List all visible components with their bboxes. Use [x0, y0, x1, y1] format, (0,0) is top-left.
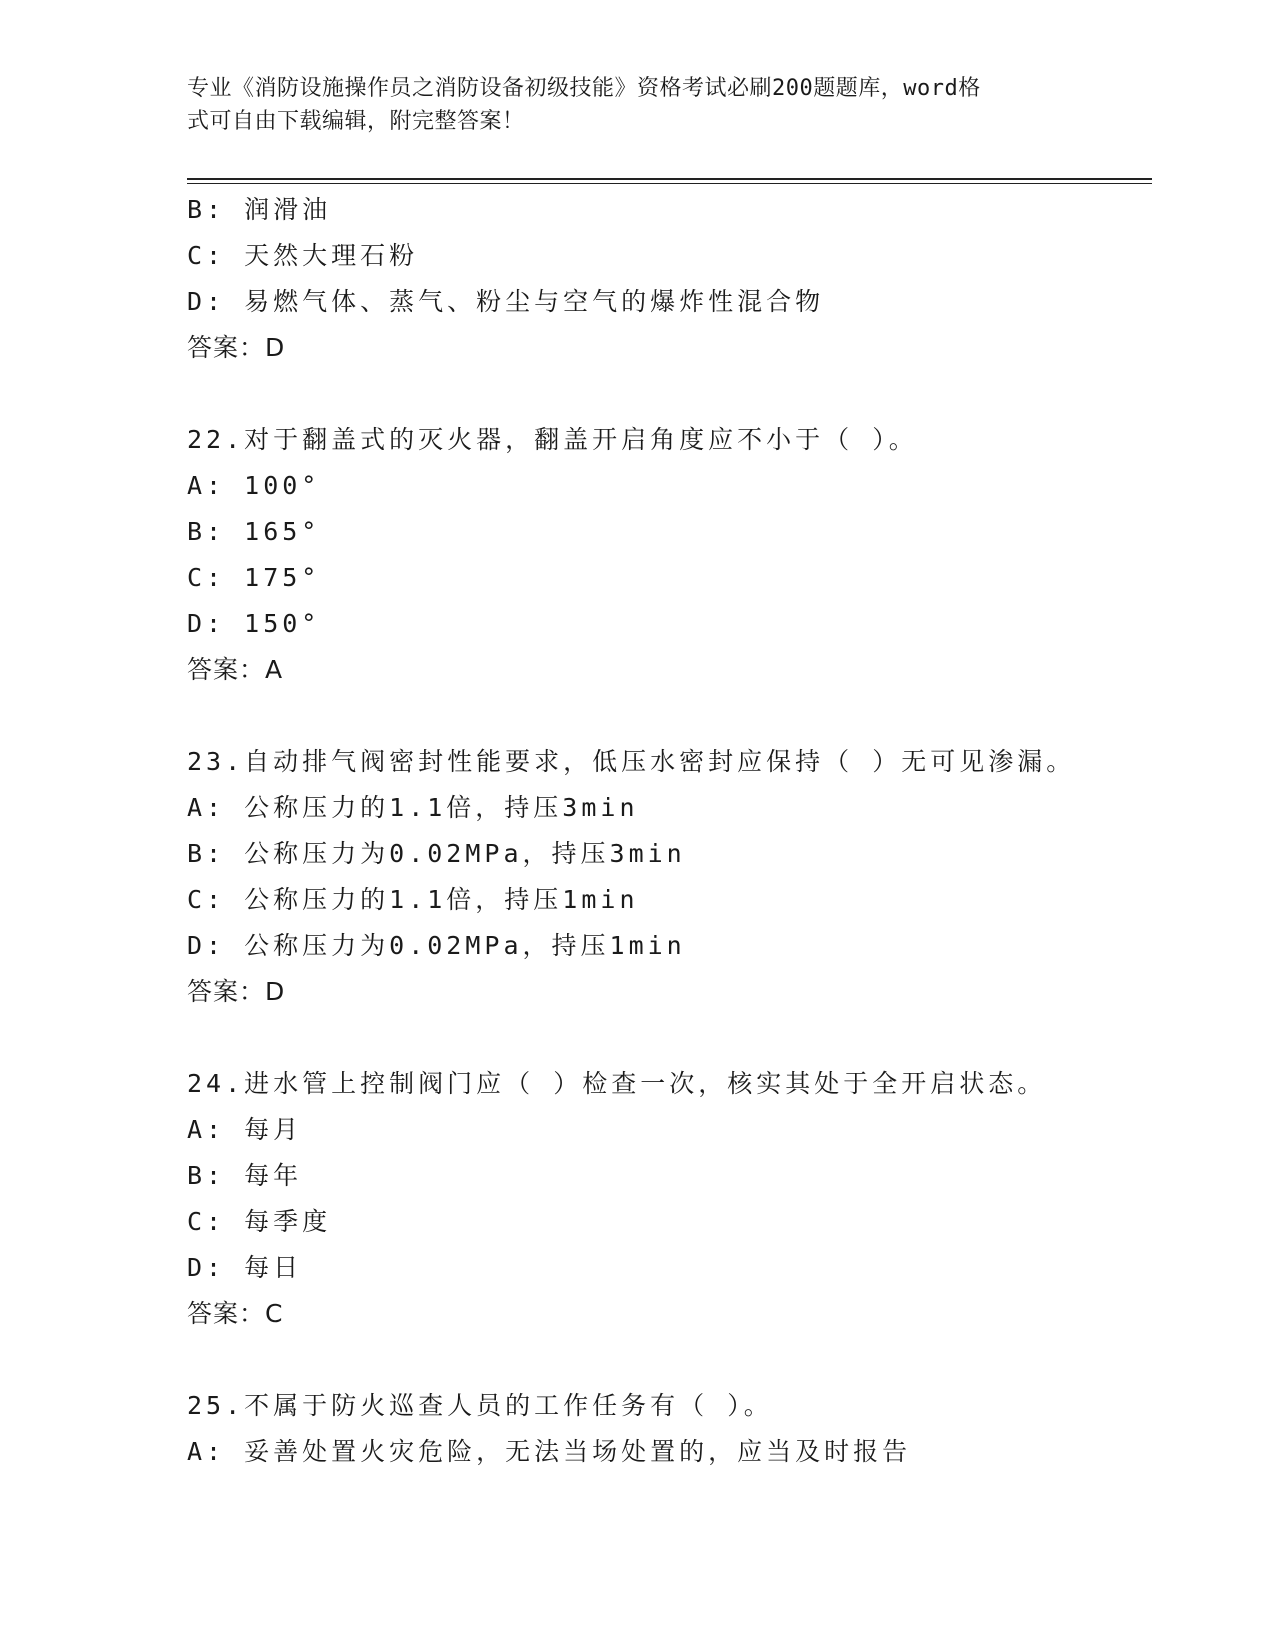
option-d: D: 150°	[187, 609, 321, 638]
option-d: D: 易燃气体、蒸气、粉尘与空气的爆炸性混合物	[187, 287, 825, 316]
question-text: 22.对于翻盖式的灭火器，翻盖开启角度应不小于（ ）。	[187, 425, 918, 454]
option-b: B: 165°	[187, 517, 321, 546]
header-line-1: 专业《消防设施操作员之消防设备初级技能》资格考试必刷200题题库，word格	[187, 76, 981, 101]
answer: 答案：D	[187, 333, 286, 362]
answer: 答案：A	[187, 655, 284, 684]
option-b: B: 公称压力为0.02MPa，持压3min	[187, 839, 686, 868]
option-c: C: 公称压力的1.1倍，持压1min	[187, 885, 639, 914]
option-d: D: 公称压力为0.02MPa，持压1min	[187, 931, 686, 960]
option-c: C: 天然大理石粉	[187, 241, 419, 270]
header-line-2: 式可自由下载编辑，附完整答案！	[187, 109, 525, 134]
header-divider-thin	[187, 183, 1152, 184]
option-a: A: 100°	[187, 471, 321, 500]
question-24	[187, 1061, 1152, 1337]
question-list	[187, 187, 1152, 1475]
option-b: B: 每年	[187, 1161, 303, 1190]
document-header	[187, 72, 1067, 138]
question-25	[187, 1383, 1152, 1475]
question-text: 23.自动排气阀密封性能要求，低压水密封应保持（ ）无可见渗漏。	[187, 747, 1076, 776]
question-text: 25.不属于防火巡查人员的工作任务有（ ）。	[187, 1391, 773, 1420]
option-c: C: 每季度	[187, 1207, 332, 1236]
answer: 答案：C	[187, 1299, 284, 1328]
header-divider-thick	[187, 178, 1152, 180]
option-d: D: 每日	[187, 1253, 303, 1282]
answer: 答案：D	[187, 977, 286, 1006]
option-b: B: 润滑油	[187, 195, 332, 224]
question-21-continued	[187, 187, 1152, 371]
question-23	[187, 739, 1152, 1015]
question-22	[187, 417, 1152, 693]
option-a: A: 每月	[187, 1115, 303, 1144]
option-a: A: 公称压力的1.1倍，持压3min	[187, 793, 639, 822]
option-a: A: 妥善处置火灾危险，无法当场处置的，应当及时报告	[187, 1437, 912, 1466]
question-text: 24.进水管上控制阀门应（ ）检查一次，核实其处于全开启状态。	[187, 1069, 1047, 1098]
option-c: C: 175°	[187, 563, 321, 592]
